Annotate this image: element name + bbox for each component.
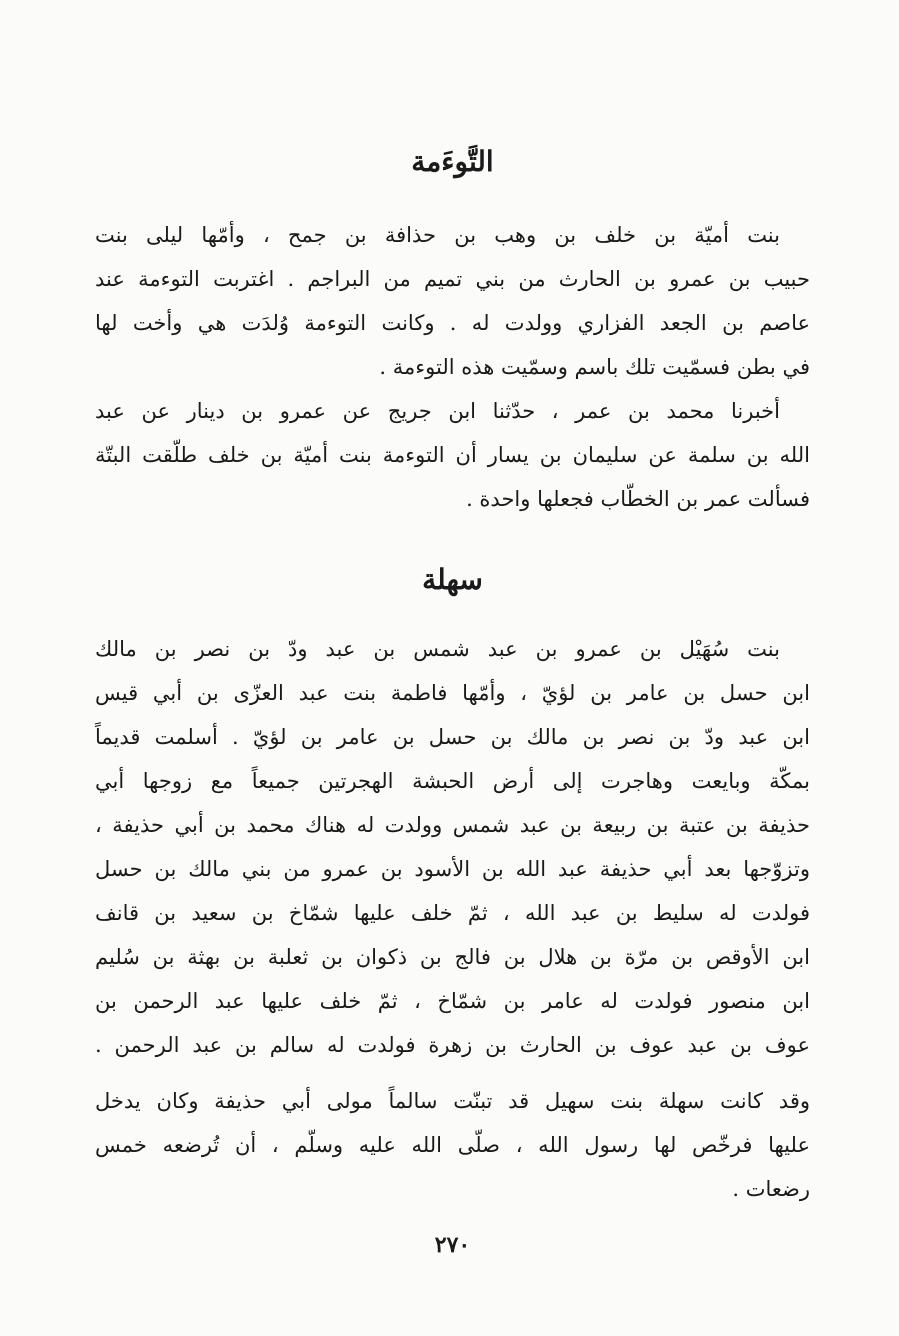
text-line: رضعات . [732, 1177, 810, 1201]
text-line: بمكّة وبايعت وهاجرت إلى أرض الحبشة الهجرتين جميعاً مع زوجها أبي [95, 769, 810, 793]
section-title-sahla: سهلة [422, 563, 483, 596]
text-line: حبيب بن عمرو بن الحارث من بني تميم من البراجم . اغتربت التوءمة عند [95, 267, 810, 291]
text-line: فسألت عمر بن الخطّاب فجعلها واحدة . [466, 487, 810, 511]
section-title-tawama: التَّوءَمة [411, 145, 494, 178]
text-line: ابن حسل بن عامر بن لؤيّ ، وأمّها فاطمة بنت عبد العزّى بن أبي قيس [95, 681, 810, 705]
text-line: عوف بن عبد عوف بن الحارث بن زهرة فولدت له سالم بن عبد الرحمن . [95, 1033, 810, 1057]
text-line: ابن الأوقص بن مرّة بن هلال بن فالج بن ذكوان بن ثعلبة بن بهثة بن سُليم [95, 945, 810, 969]
text-line: وتزوّجها بعد أبي حذيفة عبد الله بن الأسود بن عمرو من بني مالك بن حسل [95, 857, 810, 881]
text-line: حذيفة بن عتبة بن ربيعة بن عبد شمس وولدت له هناك محمد بن أبي حذيفة ، [95, 813, 810, 837]
text-line: بنت أميّة بن خلف بن وهب بن حذافة بن جمح ، وأمّها ليلى بنت [95, 223, 780, 247]
text-line: في بطن فسمّيت تلك باسم وسمّيت هذه التوءمة . [379, 355, 810, 379]
page-number: ٢٧٠ [434, 1232, 471, 1258]
text-line: فولدت له سليط بن عبد الله ، ثمّ خلف عليها شمّاخ بن سعيد بن قانف [95, 901, 810, 925]
text-line: أخبرنا محمد بن عمر ، حدّثنا ابن جريج عن عمرو بن دينار عن عبد [95, 399, 780, 423]
book-page [95, 0, 810, 1336]
text-line: ابن منصور فولدت له عامر بن شمّاخ ، ثمّ خلف عليها عبد الرحمن بن [95, 989, 810, 1013]
text-line: عاصم بن الجعد الفزاري وولدت له . وكانت التوءمة وُلدَت هي وأخت لها [95, 311, 810, 335]
text-line: بنت سُهَيْل بن عمرو بن عبد شمس بن عبد ودّ بن نصر بن مالك [95, 637, 780, 661]
text-line: عليها فرخّص لها رسول الله ، صلّى الله عليه وسلّم ، أن تُرضعه خمس [95, 1133, 810, 1157]
text-line: الله بن سلمة عن سليمان بن يسار أن التوءمة بنت أميّة بن خلف طلّقت البتّة [95, 443, 810, 467]
text-line: وقد كانت سهلة بنت سهيل قد تبنّت سالماً مولى أبي حذيفة وكان يدخل [95, 1089, 810, 1113]
text-line: ابن عبد ودّ بن نصر بن مالك بن حسل بن عامر بن لؤيّ . أسلمت قديماً [95, 725, 810, 749]
